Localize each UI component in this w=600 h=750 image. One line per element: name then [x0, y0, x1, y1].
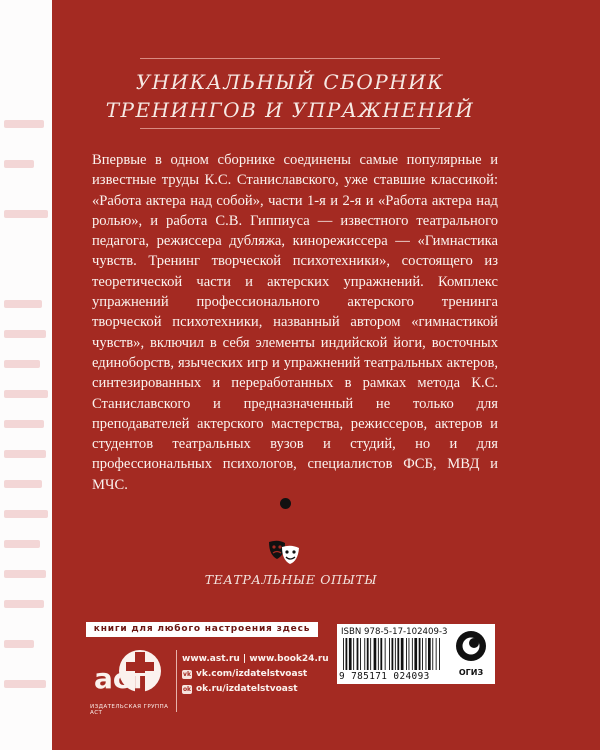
barcode-bar	[378, 638, 379, 670]
barcode-bar	[432, 638, 433, 670]
ogiz-logo-text: ОГИЗ	[458, 668, 484, 677]
ast-logo-text: аст	[94, 662, 146, 695]
publisher-slogan: книги для любого настроения здесь	[86, 622, 318, 637]
bleed-through-margin	[0, 0, 52, 750]
ok-link[interactable]	[182, 682, 342, 697]
barcode-bar	[395, 638, 396, 670]
headline-rule-top	[140, 58, 440, 59]
publisher-links	[182, 652, 342, 697]
vk-link-text[interactable]: vk.com/izdatelstvoast	[196, 669, 308, 679]
barcode-bar	[436, 638, 437, 670]
barcode-icon	[343, 638, 443, 670]
barcode-bar	[370, 638, 371, 670]
ok-icon: ok	[182, 686, 192, 693]
barcode-bar	[392, 638, 394, 670]
barcode-bar	[374, 638, 377, 670]
barcode-bar	[419, 638, 421, 670]
barcode-bar	[422, 638, 423, 670]
web-links[interactable]	[182, 652, 342, 667]
barcode-bar	[426, 638, 427, 670]
barcode-bar	[346, 638, 348, 670]
barcode-bar	[349, 638, 352, 670]
theatre-masks-icon	[266, 538, 302, 568]
description-text: Впервые в одном сборнике соединены самые популярные и известные труды К.С. Станиславского, уже ставшие классикой: «Работа актера над собой», части 1-я и 2-я и «Работа актера над ролью», и работа С.В. Гиппиуса — известного театрального педагога, режиссера дубляжа, кинорежиссера — «Гимнастика чувств. Тренинг творческой психотехники», состоящего из теоретической части и актерских упражнений. Комплекс упражнений профессионального актерского тренинга творческой психотехники, названный автором «гимнастикой чувств», включил в себя элементы индийской йоги, восточных единоборств, языческих игр и упражнений театральных актеров, синтезированных и переработанных в рамках метода К.С. Станиславского и предназначенный не только для преподавателей актерского мастерства, режиссеров, актеров и студентов театральных вузов и студий, но и для профессиональных психологов, специалистов ФСБ, МВД и МЧС.	[92, 152, 498, 493]
headline-rule-bottom	[140, 128, 440, 129]
web-links-text[interactable]: www.ast.ru | www.book24.ru	[182, 654, 329, 664]
barcode-bar	[414, 638, 417, 670]
barcode-bar	[406, 638, 407, 670]
barcode-bar	[343, 638, 344, 670]
barcode-bar	[353, 638, 354, 670]
barcode-bar	[389, 638, 390, 670]
isbn-label: ISBN 978-5-17-102409-3	[341, 627, 448, 637]
barcode-bar	[401, 638, 404, 670]
headline-line-2: ТРЕНИНГОВ И УПРАЖНЕНИЙ	[105, 98, 475, 122]
ok-link-text[interactable]: ok.ru/izdatelstvoast	[196, 684, 298, 694]
barcode-bar	[357, 638, 359, 670]
barcode-bar	[367, 638, 369, 670]
publisher-caption: ИЗДАТЕЛЬСКАЯ ГРУППА АСТ	[90, 704, 169, 716]
barcode-bar	[428, 638, 431, 670]
headline	[100, 68, 480, 124]
barcode-bar	[412, 638, 413, 670]
barcode-bar	[409, 638, 410, 670]
headline-line-1: УНИКАЛЬНЫЙ СБОРНИК	[135, 70, 445, 94]
footer-divider	[176, 650, 177, 712]
barcode-bar	[380, 638, 382, 670]
vk-link[interactable]	[182, 667, 342, 682]
vk-icon: vk	[183, 671, 191, 678]
barcode-bar	[364, 638, 365, 670]
barcode-bar	[360, 638, 361, 670]
ogiz-logo	[453, 628, 489, 680]
decorative-dot	[280, 498, 291, 509]
barcode-bar	[439, 638, 440, 670]
barcode-bar	[397, 638, 399, 670]
ast-logo	[90, 646, 170, 700]
barcode-digits: 9 785171 024093	[339, 671, 430, 682]
isbn-barcode-panel	[337, 624, 495, 684]
barcode-bar	[385, 638, 386, 670]
series-name: ТЕАТРАЛЬНЫЕ ОПЫТЫ	[204, 572, 378, 587]
